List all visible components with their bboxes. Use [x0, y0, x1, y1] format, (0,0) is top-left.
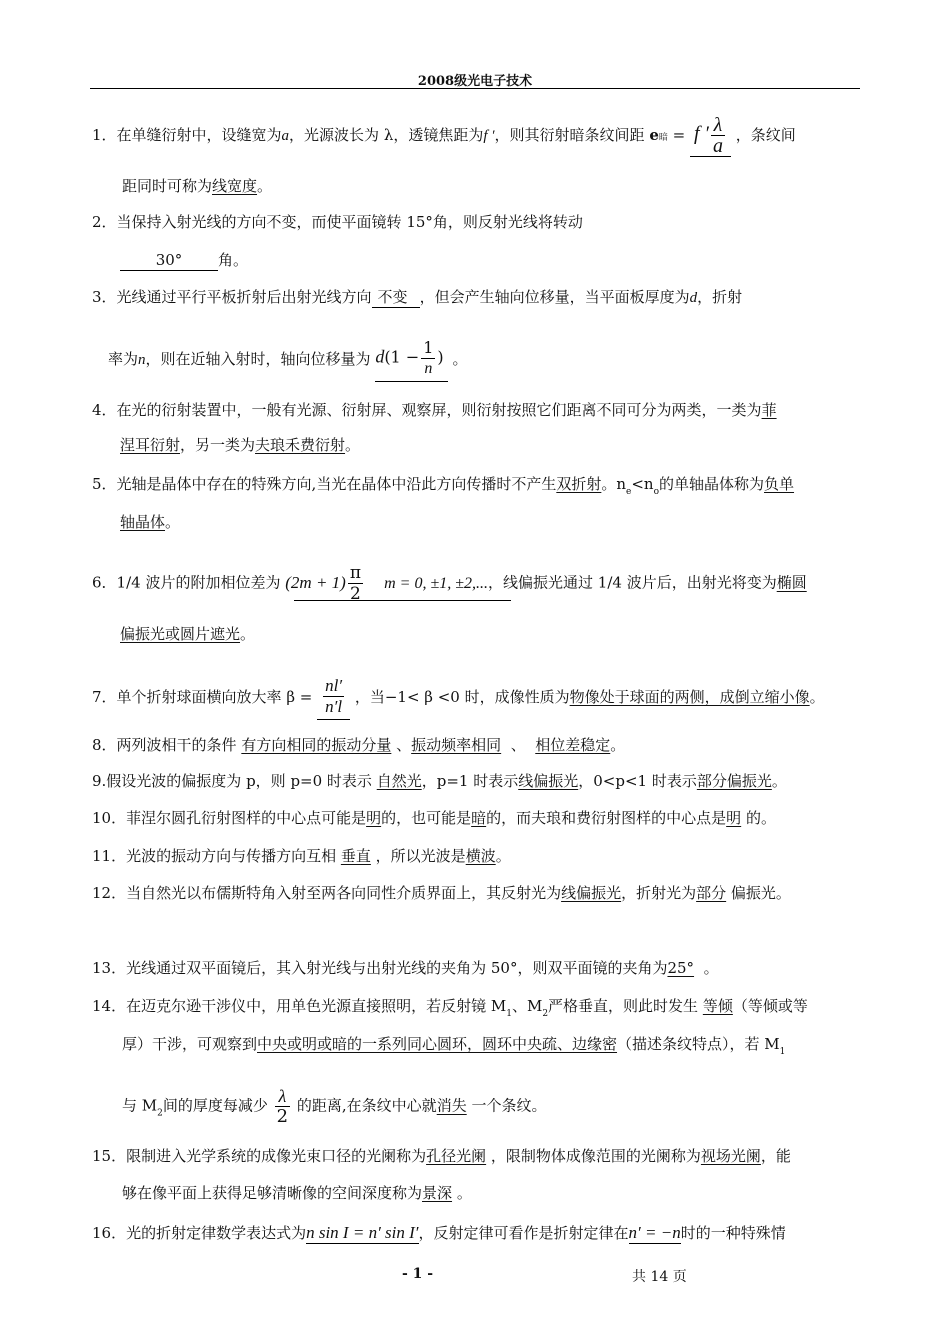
page-header: 2008级光电子技术	[417, 74, 533, 89]
page-number: - 1 -	[402, 1266, 434, 1282]
q8-answer-2: 振动频率相同	[411, 736, 502, 754]
q3-answer-formula: d(1 − $\frac{1}{n}$ )	[375, 338, 447, 382]
q14-line2: 厚）干涉，可观察到中央或明或暗的一系列同心圆环，圆环中央疏、边缘密（描述条纹特点），若 $M_1$	[122, 1035, 786, 1057]
q14-answer-1: 等倾	[702, 997, 733, 1015]
q9-line: 9.假设光波的偏振度为 p，则 p=0 时表示 自然光，p=1 时表示线偏振光，0<p<1 时表示部分偏振光。	[92, 772, 787, 790]
q16-line: 16．光的折射定律数学表达式为n sin I = n′ sin I′，反射定律可看作是折射定律在n′ = −n时的一种特殊情	[92, 1223, 786, 1242]
q15-answer-3: 景深	[422, 1184, 453, 1202]
q6-line2: 偏振光或圆片遮光。	[120, 625, 256, 643]
q5-line1: 5．光轴是晶体中存在的特殊方向,当光在晶体中沿此方向传播时不产生双折射。$n_e<n_o$的单轴晶体称为负单	[92, 475, 795, 497]
q8-answer-1: 有方向相同的振动分量	[241, 736, 392, 754]
q9-answer-1: 自然光	[376, 772, 422, 790]
header-rule	[90, 88, 860, 89]
q13-answer: 25°	[667, 959, 695, 977]
q11-line: 11．光波的振动方向与传播方向互相 垂直 ，所以光波是横波。	[92, 847, 511, 865]
q15-answer-2: 视场光阑	[700, 1147, 761, 1165]
q6-answer-1b: 偏振光或圆片遮光	[120, 625, 241, 643]
q9-answer-2: 线偏振光	[518, 772, 579, 790]
q11-answer-2: 横波	[465, 847, 496, 865]
q1-answer: 线宽度	[212, 177, 258, 195]
q15-line2: 够在像平面上获得足够清晰像的空间深度称为景深 。	[122, 1184, 472, 1202]
q6-line1: 6．1/4 波片的附加相位差为 (2m + 1) $\frac{\pi}{2}$ m = 0, ±1, ±2,...，线偏振光通过 1/4 波片后，出射光将变为椭圆	[92, 563, 807, 604]
q9-answer-3: 部分偏振光	[696, 772, 772, 790]
q4-answer-1b: 涅耳衍射	[120, 436, 181, 454]
q14-answer-2: 中央或明或暗的一系列同心圆环，圆环中央疏、边缘密	[257, 1035, 618, 1053]
q6-formula-underline	[294, 600, 511, 601]
q8-line: 8．两列波相干的条件 有方向相同的振动分量 、振动频率相同 、 相位差稳定。	[92, 736, 626, 754]
q14-line3: 与 $M_2$间的厚度每减少 $\frac{\lambda}{2}$ 的距离,在条纹中心就消失 一个条纹。	[122, 1086, 547, 1127]
q10-answer-3: 明	[726, 809, 742, 827]
q7-answer: 物像处于球面的两侧，成倒立缩小像	[569, 688, 810, 706]
q7-line1: 7．单个折射球面横向放大率 β = $\frac{nl'}{n'l}$ ，当−1< β <0 时，成像性质为物像处于球面的两侧，成倒立缩小像。	[92, 676, 825, 720]
q1-line2: 距同时可称为线宽度。	[122, 177, 273, 195]
q5-answer-2a: 负单	[764, 475, 795, 493]
q4-answer-1a: 菲	[761, 401, 777, 419]
q2-answer: 30°	[120, 250, 218, 271]
q7-answer-formula: $\frac{nl'}{n'l}$	[317, 676, 350, 720]
q14-answer-3: 消失	[436, 1096, 467, 1115]
q6-answer-1a: 椭圆	[776, 573, 807, 592]
q12-answer-2: 部分	[696, 884, 727, 902]
q14-line1: 14．在迈克尔逊干涉仪中，用单色光源直接照明，若反射镜 $M_1$、$M_2$严格垂直，则此时发生 等倾（等倾或等	[92, 997, 808, 1019]
q5-line2: 轴晶体。	[120, 513, 181, 531]
q4-line2: 涅耳衍射，另一类为夫琅禾费衍射。	[120, 436, 361, 454]
q14-lambda-half: $\frac{\lambda}{2}$	[276, 1086, 289, 1127]
q8-answer-3: 相位差稳定	[535, 736, 611, 754]
q16-answer-2: n′ = −n	[628, 1223, 681, 1242]
q12-answer-1: 线偏振光	[561, 884, 622, 902]
q10-answer-1: 明	[366, 809, 382, 827]
q6-answer-formula: (2m + 1) $\frac{\pi}{2}$ m = 0, ±1, ±2,...	[285, 563, 489, 604]
q16-answer-1: n sin I = n′ sin I′	[306, 1223, 419, 1242]
q3-answer-1: 不变	[372, 287, 420, 308]
q1-answer-formula: f ′ $\frac{\lambda}{a}$	[690, 115, 731, 157]
q5-answer-1: 双折射	[556, 475, 602, 493]
q2-line2: 30° 角。	[120, 250, 248, 271]
page-total: 共 14 页	[632, 1269, 687, 1285]
q13-line: 13．光线通过双平面镜后，其入射光线与出射光线的夹角为 50°，则双平面镜的夹角为25° 。	[92, 959, 719, 977]
q12-line: 12．当自然光以布儒斯特角入射至两各向同性介质界面上，其反射光为线偏振光，折射光为部分 偏振光。	[92, 884, 791, 902]
q15-line1: 15．限制进入光学系统的成像光束口径的光阑称为孔径光阑 ，限制物体成像范围的光阑称为视场光阑，能	[92, 1147, 791, 1165]
q11-answer-1: 垂直	[340, 847, 371, 865]
q4-answer-2: 夫琅禾费衍射	[255, 436, 346, 454]
q1-line1: 1．在单缝衍射中，设缝宽为a，光源波长为 λ，透镜焦距为f ′，则其衍射暗条纹间距 e暗 = f ′ $\frac{\lambda}{a}$ ，条纹间	[92, 114, 796, 157]
q3-line2: 率为n，则在近轴入射时，轴向位移量为 d(1 − $\frac{1}{n}$ ) 。	[108, 338, 467, 382]
q2-line1: 2．当保持入射光线的方向不变，而使平面镜转 15°角，则反射光线将转动	[92, 213, 583, 231]
q3-line1: 3．光线通过平行平板折射后出射光线方向 不变 ，但会产生轴向位移量，当平面板厚度为d，折射	[92, 288, 743, 306]
q4-line1: 4．在光的衍射装置中，一般有光源、衍射屏、观察屏，则衍射按照它们距离不同可分为两类，一类为菲	[92, 401, 777, 419]
q5-answer-2b: 轴晶体	[120, 513, 166, 531]
q10-answer-2: 暗	[471, 809, 487, 827]
q10-line: 10．菲涅尔圆孔衍射图样的中心点可能是明的，也可能是暗的，而夫琅和费衍射图样的中心点是明 的。	[92, 809, 776, 827]
q15-answer-1: 孔径光阑	[426, 1147, 487, 1165]
